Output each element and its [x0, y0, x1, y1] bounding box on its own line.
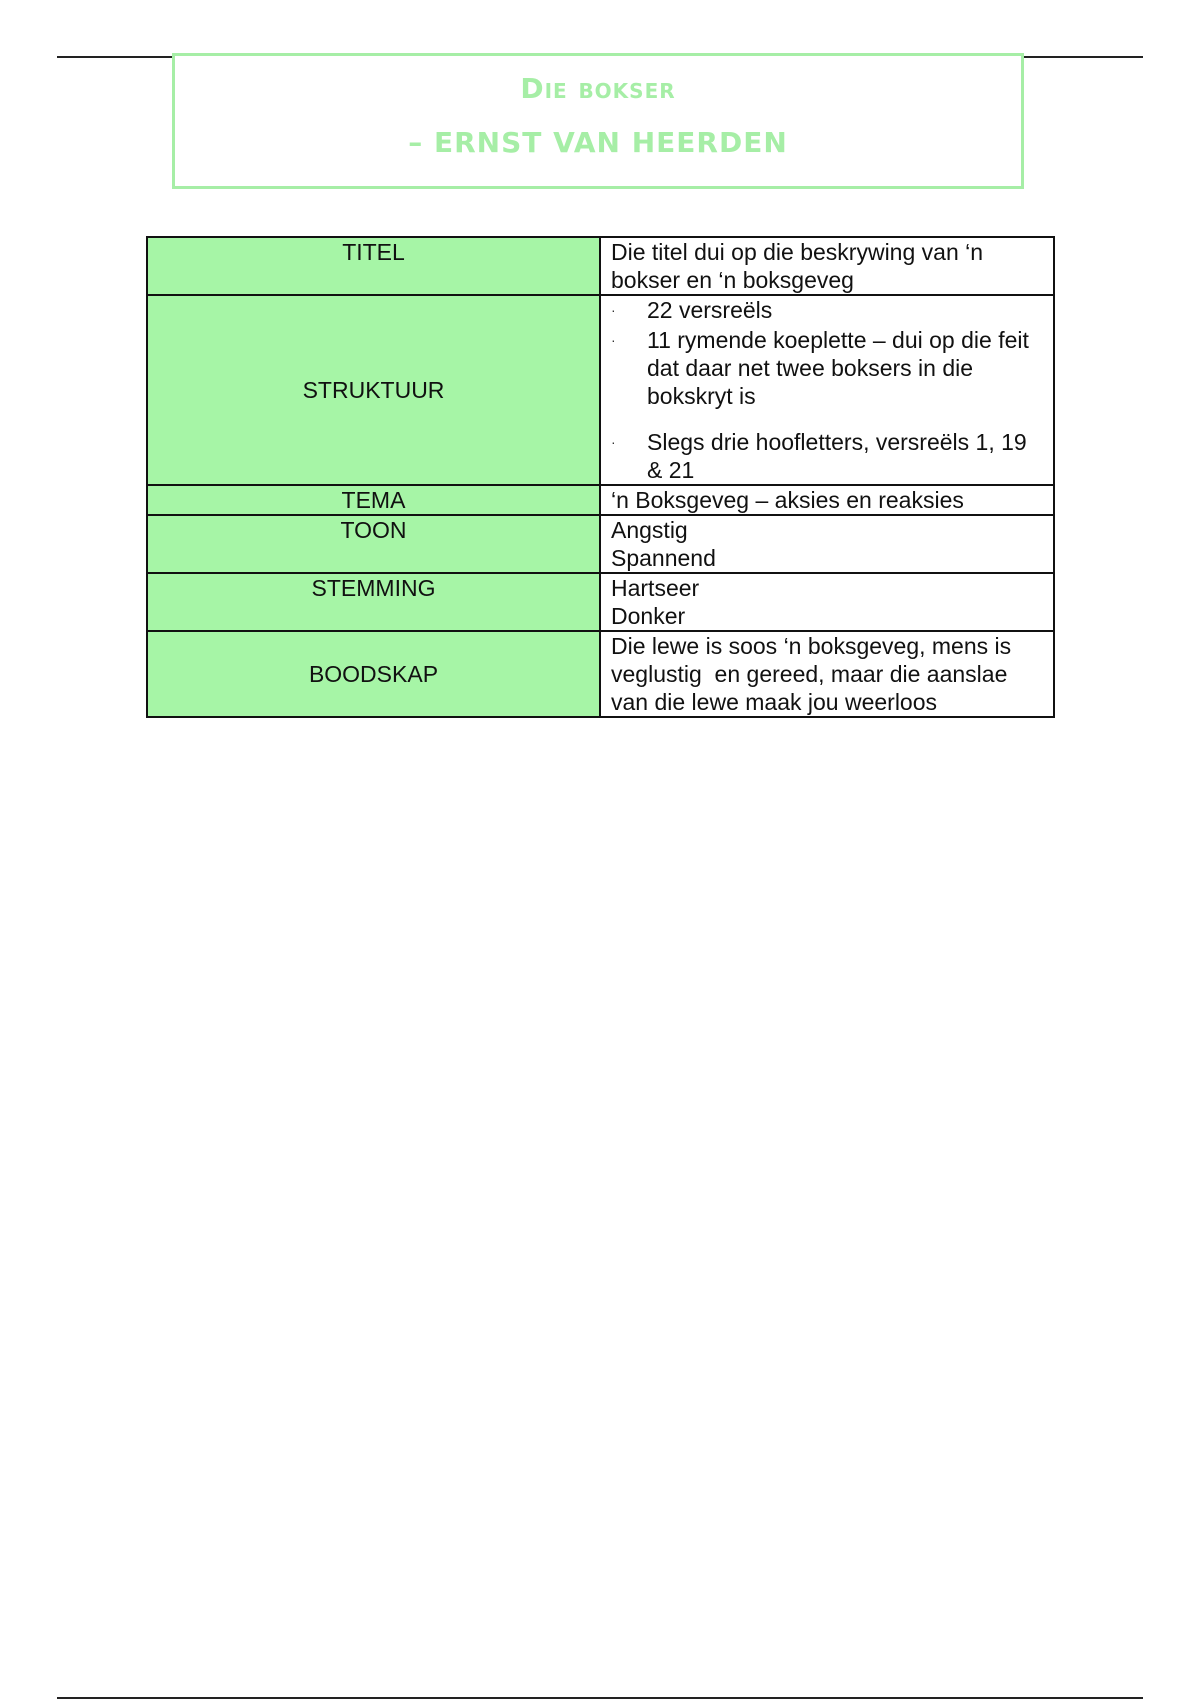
list-item: [611, 296, 1045, 324]
value-line: Die lewe is soos ‘n boksgeveg, mens is: [611, 633, 1012, 659]
bullet-icon: ·: [611, 302, 616, 318]
row-label-titel: TITEL: [147, 237, 600, 295]
table-row-tema: [147, 485, 1054, 515]
row-value-tema: [600, 485, 1054, 515]
value-line: Angstig: [611, 517, 688, 543]
table-row-struktuur: [147, 295, 1054, 485]
value-line: Spannend: [611, 545, 716, 571]
value-line: Hartseer: [611, 575, 700, 601]
value-line: van die lewe maak jou weerloos: [611, 689, 938, 715]
list-item: [611, 326, 1045, 410]
poem-analysis-table: [146, 236, 1055, 718]
bullet-icon: ·: [611, 434, 616, 450]
table-row-stemming: [147, 573, 1054, 631]
document-author: – ERNST VAN HEERDEN: [408, 126, 788, 159]
row-label-boodskap: BOODSKAP: [147, 631, 600, 717]
value-line: Donker: [611, 603, 686, 629]
title-box: [172, 53, 1024, 189]
row-label-tema: TEMA: [147, 485, 600, 515]
document-title: Die bokser: [520, 72, 676, 105]
row-label-toon: TOON: [147, 515, 600, 573]
row-value-stemming: [600, 573, 1054, 631]
bullet-icon: ·: [611, 332, 616, 348]
row-value-boodskap: [600, 631, 1054, 717]
table-row-titel: [147, 237, 1054, 295]
table-row-toon: [147, 515, 1054, 573]
value-line: ‘n Boksgeveg – aksies en reaksies: [611, 487, 964, 513]
bullet-text: 11 rymende koeplette – dui op die feit dat daar net twee boksers in die bokskryt is: [647, 327, 1029, 409]
value-line: bokser en ‘n boksgeveg: [611, 267, 854, 293]
table-row-boodskap: [147, 631, 1054, 717]
list-item: [611, 428, 1045, 484]
row-label-stemming: STEMMING: [147, 573, 600, 631]
row-label-struktuur: STRUKTUUR: [147, 295, 600, 485]
value-line: Die titel dui op die beskrywing van ‘n: [611, 239, 984, 265]
bottom-rule: [57, 1697, 1143, 1699]
value-line: veglustig en gereed, maar die aanslae: [611, 661, 1008, 687]
bullet-text: Slegs drie hoofletters, versreëls 1, 19 & 21: [647, 429, 1027, 483]
bullet-text: 22 versreëls: [647, 297, 773, 323]
row-value-titel: [600, 237, 1054, 295]
row-value-struktuur: [600, 295, 1054, 485]
row-value-toon: [600, 515, 1054, 573]
